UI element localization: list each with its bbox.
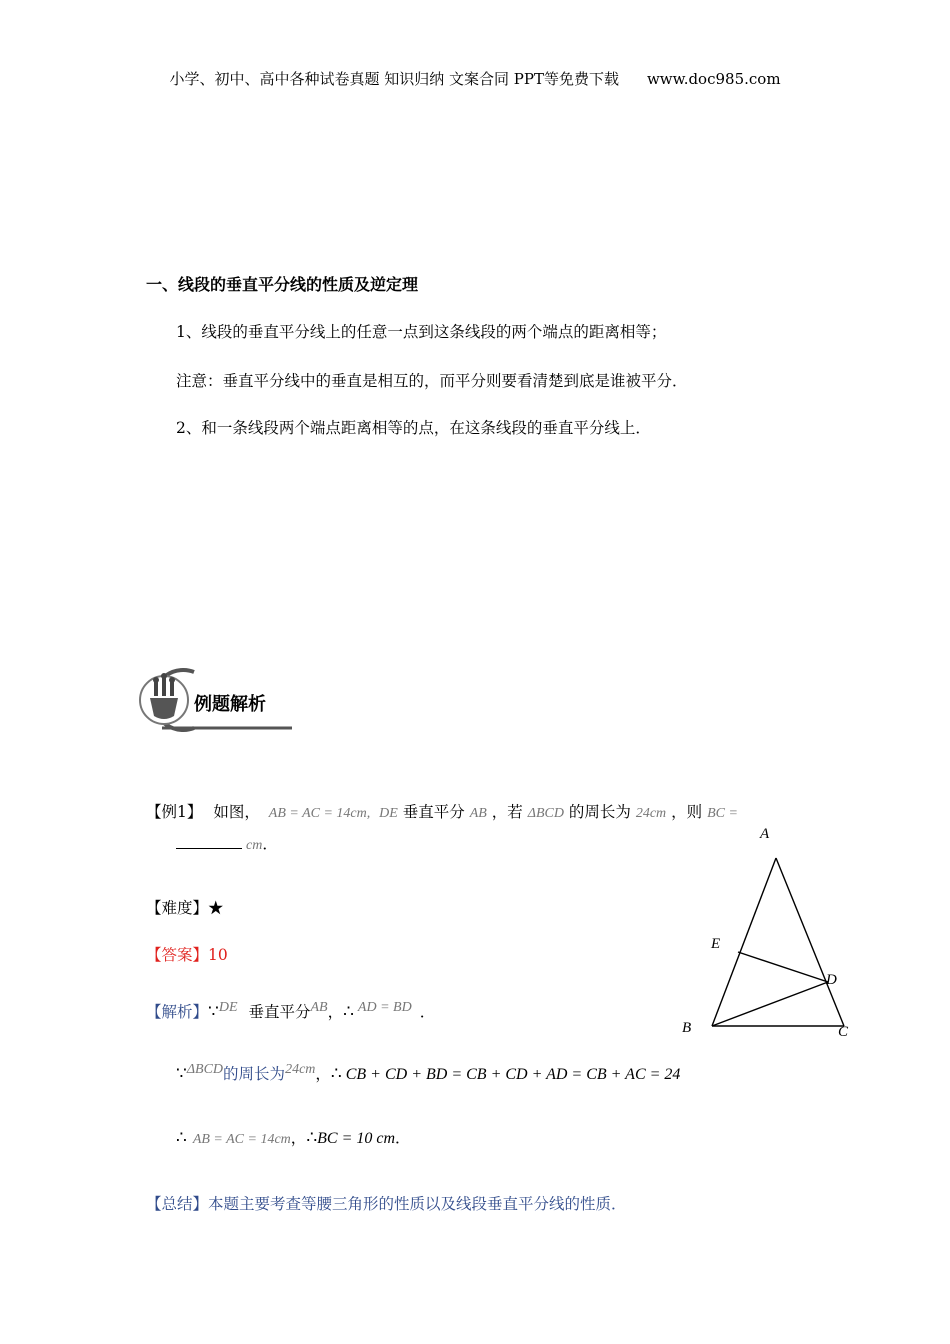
a2-math-1: ΔBCD xyxy=(186,1062,224,1077)
a2-text-1: 的周长为 xyxy=(223,1065,286,1083)
because-symbol: ∵ xyxy=(208,1002,219,1022)
answer-label: 【答案】 xyxy=(146,946,209,964)
property-1: 1、线段的垂直平分线上的任意一点到这条线段的两个端点的距离相等； xyxy=(176,323,667,341)
example-banner-title: 例题解析 xyxy=(194,694,266,715)
therefore-symbol-4: ∴ xyxy=(306,1128,318,1148)
example-tag: 【例1】 xyxy=(146,803,203,821)
a3-math-2: BC = 10 cm xyxy=(317,1130,396,1147)
header-text: 小学、初中、高中各种试卷真题 知识归纳 文案合同 PPT等免费下载 xyxy=(169,70,619,88)
property-2: 2、和一条线段两个端点距离相等的点，在这条线段的垂直平分线上． xyxy=(176,419,651,437)
a2-math-3: CB + CD + BD = CB + CD + AD = CB + AC = 24 xyxy=(345,1066,681,1083)
difficulty-label: 【难度】 xyxy=(146,899,209,917)
therefore-symbol-3: ∴ xyxy=(176,1128,187,1148)
label-d: D xyxy=(826,972,837,988)
star-icon: ★ xyxy=(208,899,224,917)
summary xyxy=(146,1192,627,1214)
a1-text-1: 垂直平分 xyxy=(248,1003,311,1021)
therefore-symbol-2: ∴ xyxy=(330,1064,342,1084)
answer-blank[interactable] xyxy=(176,848,242,849)
side-ab xyxy=(712,858,776,1026)
q-math-5: 24cm xyxy=(635,806,667,821)
side-ac xyxy=(776,858,844,1026)
a2-comma: ， xyxy=(315,1065,331,1083)
q-text-6: ． xyxy=(262,835,278,853)
analysis-line-3 xyxy=(176,1126,411,1148)
page-header xyxy=(0,68,950,89)
q-text-4: 的周长为 xyxy=(568,803,631,821)
answer-value: 10 xyxy=(208,946,228,964)
a1-end: ． xyxy=(419,1003,436,1021)
label-c: C xyxy=(838,1024,849,1040)
because-symbol-2: ∵ xyxy=(176,1064,187,1084)
q-text-3: ，若 xyxy=(491,803,523,821)
summary-text: 本题主要考查等腰三角形的性质以及线段垂直平分线的性质． xyxy=(208,1195,627,1213)
a3-math-1: AB = AC = 14cm xyxy=(192,1132,291,1147)
a3-comma: ， xyxy=(290,1129,307,1147)
example-1-blank-line xyxy=(176,832,278,854)
q-math-1: AB = AC = 14cm, xyxy=(268,806,371,821)
analysis-label: 【解析】 xyxy=(146,1003,209,1021)
q-math-2: DE xyxy=(379,806,398,821)
analysis-line-2 xyxy=(176,1062,680,1084)
q-text-2: 垂直平分 xyxy=(402,803,465,821)
a1-math-3: AD = BD xyxy=(357,1000,412,1015)
segment-bd xyxy=(712,982,828,1026)
q-math-4: ΔBCD xyxy=(527,806,564,821)
difficulty xyxy=(146,896,224,918)
q-math-6: BC = xyxy=(707,806,738,821)
a1-comma: ， xyxy=(327,1003,344,1021)
triangle-figure xyxy=(676,822,856,1042)
a1-math-2: AB xyxy=(310,1000,328,1015)
a2-math-2: 24cm xyxy=(285,1062,316,1077)
header-url[interactable]: www.doc985.com xyxy=(646,70,781,88)
section-title: 一、线段的垂直平分线的性质及逆定理 xyxy=(146,275,419,294)
a3-end: ． xyxy=(395,1129,411,1147)
answer xyxy=(146,943,228,965)
note: 注意：垂直平分线中的垂直是相互的，而平分则要看清楚到底是谁被平分． xyxy=(176,372,688,390)
q-math-7: cm xyxy=(246,838,263,853)
label-e: E xyxy=(711,936,721,952)
q-math-3: AB xyxy=(469,806,487,821)
q-text-5: ，则 xyxy=(671,803,703,821)
label-a: A xyxy=(760,826,770,842)
summary-label: 【总结】 xyxy=(146,1195,209,1213)
analysis-line-1 xyxy=(146,1000,435,1022)
segment-ed xyxy=(738,952,828,982)
q-text-1: 如图， xyxy=(213,803,260,821)
example-1-question xyxy=(146,800,738,822)
therefore-symbol: ∴ xyxy=(343,1002,354,1022)
a1-math-1: DE xyxy=(218,1000,238,1015)
label-b: B xyxy=(682,1020,692,1036)
